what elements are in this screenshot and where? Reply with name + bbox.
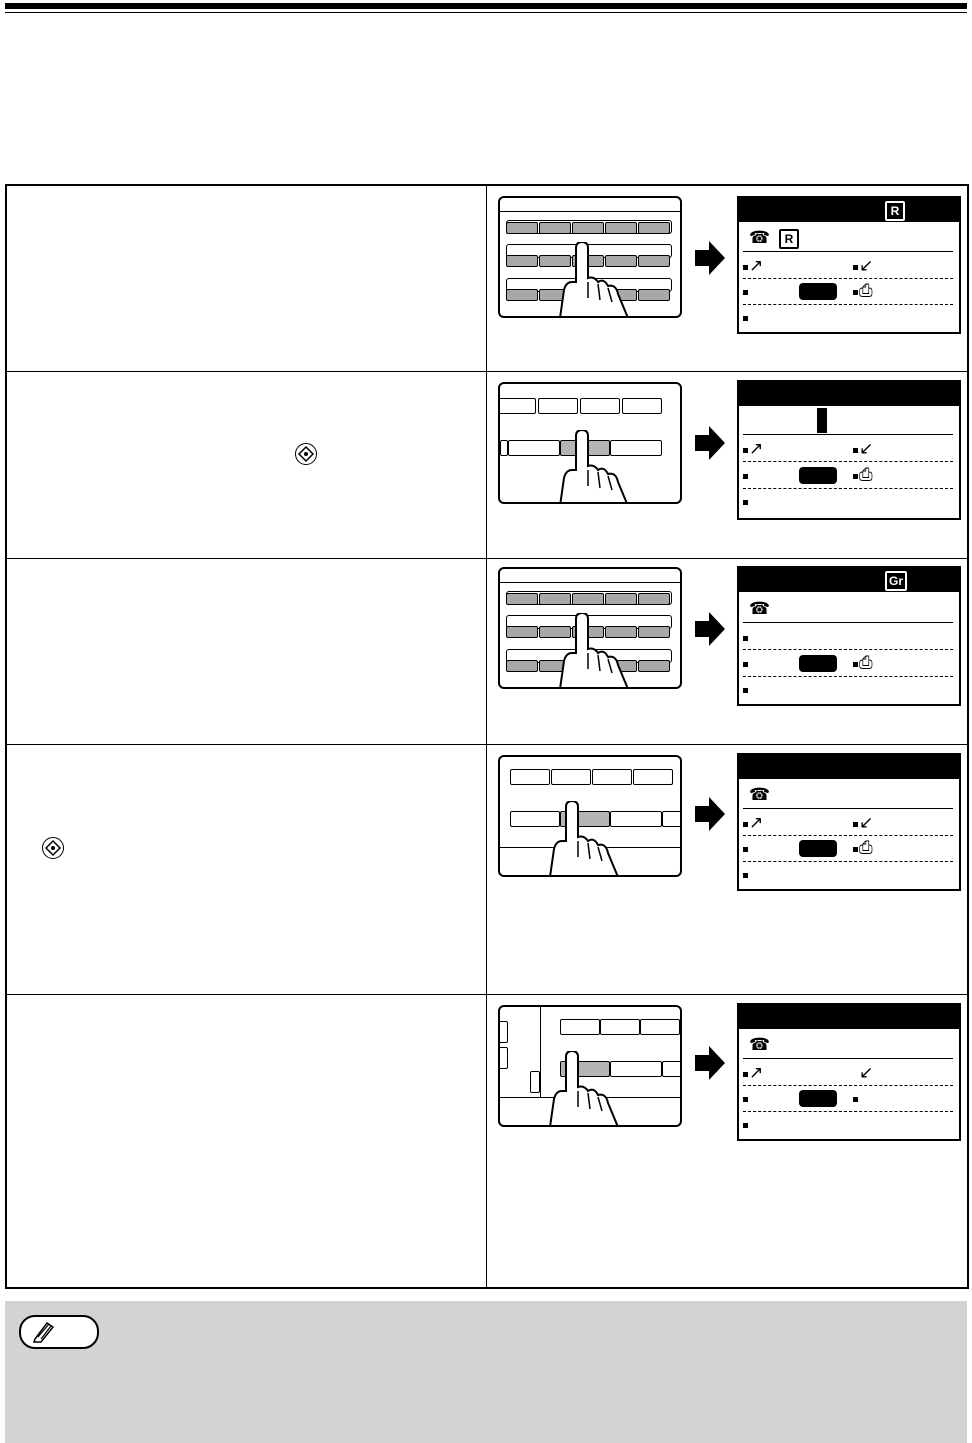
start-key-icon [42, 837, 64, 859]
step-instruction [7, 559, 486, 744]
pointing-finger-icon [548, 801, 620, 877]
fax-icon: ⎙ [859, 838, 873, 858]
header-rule-thick [5, 3, 967, 9]
fax-lcd-screen [737, 753, 961, 891]
handset-icon: ☎ [749, 599, 771, 619]
incoming-call-icon: ↙ [859, 1063, 874, 1083]
note-badge [19, 1315, 99, 1349]
step-row-3 [7, 559, 967, 744]
step-figure [487, 559, 967, 744]
handset-icon: ☎ [749, 785, 771, 805]
step-row-1 [7, 186, 967, 371]
right-arrow-icon [695, 797, 725, 831]
step-instruction [7, 372, 486, 558]
numeric-key-panel [498, 755, 682, 877]
outgoing-call-icon: ↗ [749, 439, 764, 459]
handset-icon: ☎ [749, 228, 771, 248]
fax-lcd-screen [737, 196, 961, 334]
fax-icon: ⎙ [859, 465, 873, 485]
right-arrow-icon [695, 241, 725, 275]
selected-option [799, 283, 837, 300]
note-pencil-icon [31, 1321, 57, 1343]
step-row-5 [7, 995, 967, 1287]
pointing-finger-icon [548, 1051, 620, 1127]
selected-option [799, 840, 837, 857]
selected-option [799, 1090, 837, 1107]
outgoing-call-icon: ↗ [749, 1063, 764, 1083]
pointing-finger-icon [558, 613, 630, 689]
step-figure [487, 372, 967, 558]
group-badge: Gr [885, 571, 907, 591]
right-arrow-icon [695, 1046, 725, 1080]
selected-option [799, 467, 837, 484]
step-row-4 [7, 745, 967, 994]
incoming-call-icon: ↙ [859, 813, 874, 833]
header-rule-thin [5, 12, 967, 13]
step-instruction [7, 995, 486, 1287]
incoming-call-icon: ↙ [859, 256, 874, 276]
step-figure [487, 745, 967, 994]
fax-lcd-screen [737, 1003, 961, 1141]
program-key-panel [498, 1005, 682, 1127]
step-instruction [7, 186, 486, 371]
handset-icon: ☎ [749, 1035, 771, 1055]
pointing-finger-icon [558, 242, 630, 318]
steps-table [5, 184, 969, 1289]
right-arrow-icon [695, 426, 725, 460]
rapid-key-panel [498, 567, 682, 689]
fax-lcd-screen [737, 380, 961, 520]
step-figure [487, 995, 967, 1287]
input-cursor [817, 408, 827, 433]
note-box [5, 1301, 967, 1443]
selected-option [799, 655, 837, 672]
fax-icon: ⎙ [859, 281, 873, 301]
pointing-finger-icon [558, 430, 630, 504]
step-instruction [7, 745, 486, 994]
fax-icon: ⎙ [859, 653, 873, 673]
rapid-badge: R [885, 201, 905, 221]
rapid-badge: R [779, 229, 799, 249]
step-figure [487, 186, 967, 371]
outgoing-call-icon: ↗ [749, 813, 764, 833]
start-key-icon [295, 443, 317, 465]
outgoing-call-icon: ↗ [749, 256, 764, 276]
rapid-key-panel [498, 196, 682, 318]
incoming-call-icon: ↙ [859, 439, 874, 459]
numeric-key-panel [498, 382, 682, 504]
right-arrow-icon [695, 612, 725, 646]
fax-lcd-screen [737, 566, 961, 706]
step-row-2 [7, 372, 967, 558]
